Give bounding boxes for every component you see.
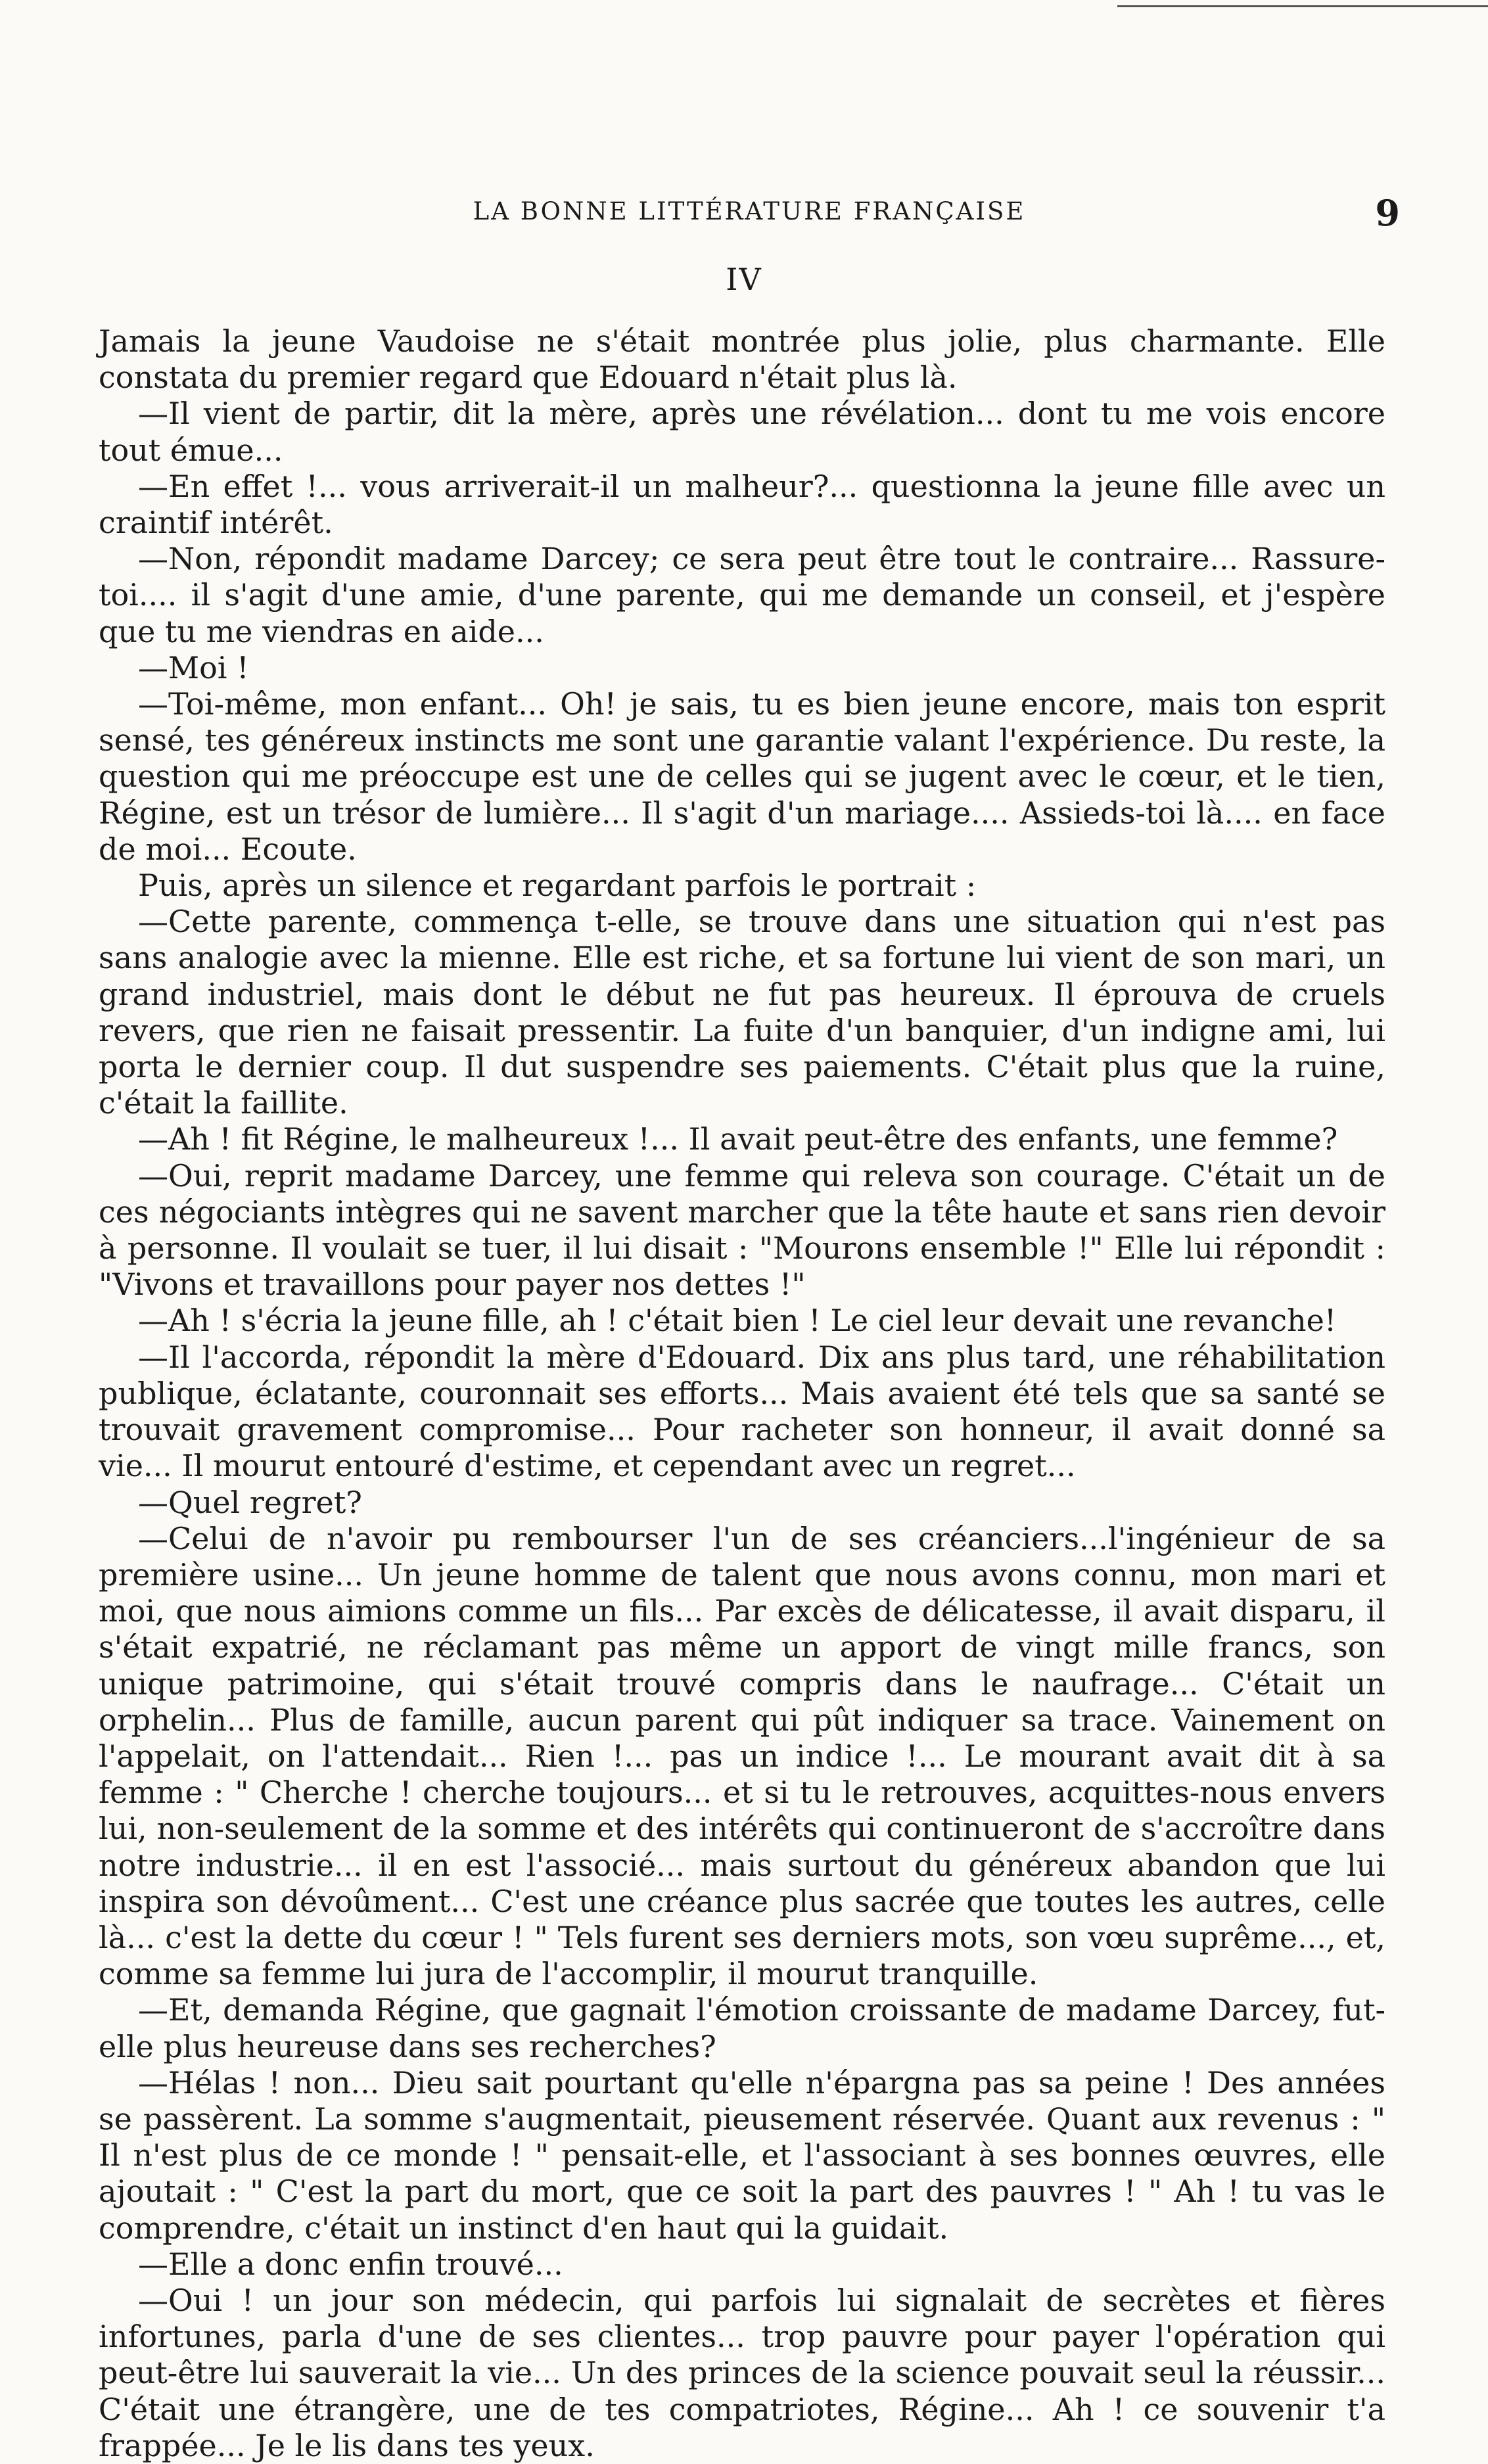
page-number: 9 — [1375, 192, 1400, 234]
chapter-heading: IV — [726, 262, 762, 297]
paragraph: —Non, répondit madame Darcey; ce sera peut être tout le contraire... Rassure-toi.... il s'agit d'une amie, d'une parente, qui me demande un conseil, et j'espère que tu me viendras en aide... — [99, 541, 1385, 649]
paragraph: —Celui de n'avoir pu rembourser l'un de ses créanciers...l'ingénieur de sa première usine... Un jeune homme de talent que nous avons connu, mon mari et moi, que nous aimions comme un fils... Par excès de délicatesse, il avait disparu, il s'était expatrié, ne réclamant pas même un apport de vingt mille francs, son unique patrimoine, qui s'était trouvé compris dans le naufrage... C'était un orphelin... Plus de famille, aucun parent qui pût indiquer sa trace. Vainement on l'appelait, on l'attendait... Rien !... pas un indice !... Le mourant avait dit à sa femme : " Cherche ! cherche toujours... et si tu le retrouves, acquittes-nous envers lui, non-seulement de la somme et des intérêts qui continueront de s'accroître dans notre industrie... il en est l'associé... mais surtout du généreux abandon que lui inspira son dévoûment... C'est une créance plus sacrée que toutes les autres, celle là... c'est la dette du cœur ! " Tels furent ses derniers mots, son vœu suprême..., et, comme sa femme lui jura de l'accomplir, il mourut tranquille. — [99, 1520, 1385, 1992]
paragraph: Puis, après un silence et regardant parfois le portrait : — [138, 868, 977, 904]
paragraph: —Ah ! fit Régine, le malheureux !... Il avait peut-être des enfants, une femme? — [138, 1121, 1338, 1157]
paragraph: —Quel regret? — [138, 1484, 362, 1520]
paragraph: —Toi-même, mon enfant... Oh! je sais, tu es bien jeune encore, mais ton esprit sensé, tes généreux instincts me sont une garantie valant l'expérience. Du reste, la question qui me préoccupe est une de celles qui se jugent avec le cœur, et le tien, Régine, est un trésor de lumière... Il s'agit d'un mariage.... Assieds-toi là.... en face de moi... Ecoute. — [99, 686, 1385, 867]
paragraph: —Ah ! s'écria la jeune fille, ah ! c'était bien ! Le ciel leur devait une revanche! — [138, 1303, 1337, 1339]
paragraph: —Oui ! un jour son médecin, qui parfois lui signalait de secrètes et fières infortunes, parla d'une de ses clientes... trop pauvre pour payer l'opération qui peut-être lui sauverait la vie... Un des princes de la science pouvait seul la réussir... C'était une étrangère, une de tes compatriotes, Régine... Ah ! ce souvenir t'a frappée... Je le lis dans tes yeux. — [99, 2282, 1385, 2463]
paragraph: —Moi ! — [138, 649, 249, 686]
paragraph: —Et, demanda Régine, que gagnait l'émotion croissante de madame Darcey, fut-elle plus heureuse dans ses recherches? — [99, 1992, 1385, 2064]
top-border-rule — [1117, 5, 1488, 7]
paragraph: —En effet !... vous arriverait-il un malheur?... questionna la jeune fille avec un craintif intérêt. — [99, 468, 1385, 541]
paragraph: —Il vient de partir, dit la mère, après une révélation... dont tu me vois encore tout émue... — [99, 396, 1385, 468]
paragraph: Jamais la jeune Vaudoise ne s'était montrée plus jolie, plus charmante. Elle constata du premier regard que Edouard n'était plus là. — [99, 323, 1385, 396]
paragraph: —Hélas ! non... Dieu sait pourtant qu'elle n'épargna pas sa peine ! Des années se passèrent. La somme s'augmentait, pieusement réservée. Quant aux revenus : " Il n'est plus de ce monde ! " pensait-elle, et l'associant à ses bonnes œuvres, elle ajoutait : " C'est la part du mort, que ce soit la part des pauvres ! " Ah ! tu vas le comprendre, c'était un instinct d'en haut qui la guidait. — [99, 2064, 1385, 2246]
paragraph: —Il l'accorda, répondit la mère d'Edouard. Dix ans plus tard, une réhabilitation publique, éclatante, couronnait ses efforts... Mais avaient été tels que sa santé se trouvait gravement compromise... Pour racheter son honneur, il avait donné sa vie... Il mourut entouré d'estime, et cependant avec un regret... — [99, 1339, 1385, 1484]
page-header — [99, 192, 1400, 238]
paragraph: —Cette parente, commença t-elle, se trouve dans une situation qui n'est pas sans analogie avec la mienne. Elle est riche, et sa fortune lui vient de son mari, un grand industriel, mais dont le début ne fut pas heureux. Il éprouva de cruels revers, que rien ne faisait pressentir. La fuite d'un banquier, d'un indigne ami, lui porta le dernier coup. Il dut suspendre ses paiements. C'était plus que la ruine, c'était la faillite. — [99, 904, 1385, 1121]
body-text — [99, 323, 1385, 2464]
paragraph: —Elle a donc enfin trouvé... — [138, 2246, 563, 2282]
paragraph: —Oui, reprit madame Darcey, une femme qui releva son courage. C'était un de ces négociants intègres qui ne savent marcher que la tête haute et sans rien devoir à personne. Il voulait se tuer, il lui disait : "Mourons ensemble !" Elle lui répondit : "Vivons et travaillons pour payer nos dettes !" — [99, 1157, 1385, 1303]
running-title: LA BONNE LITTÉRATURE FRANÇAISE — [473, 197, 1026, 225]
